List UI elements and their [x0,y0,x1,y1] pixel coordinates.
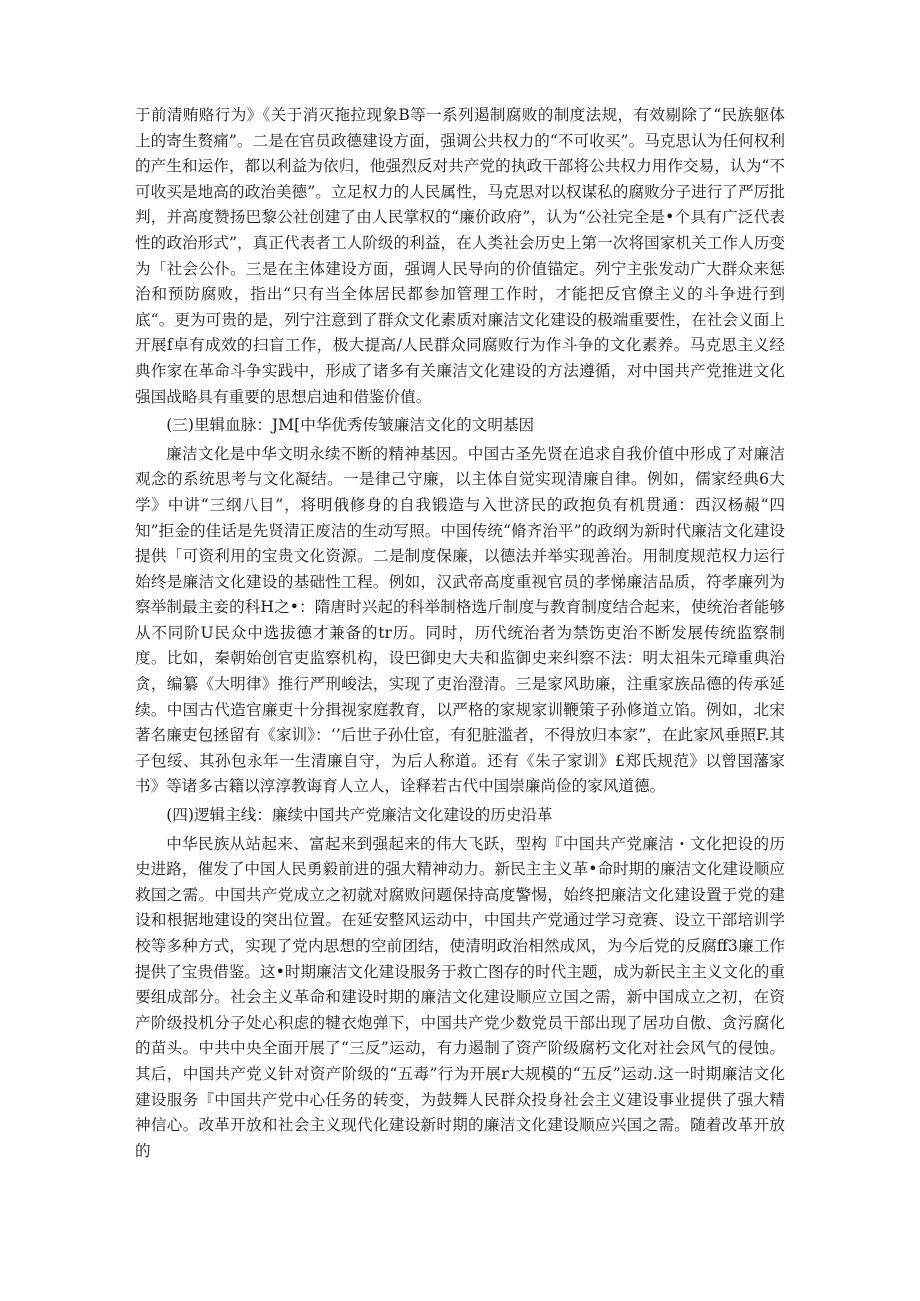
section-heading: (三)里辑血脉：JM[中华优秀传皱廉洁文化的文明基因 [166,416,535,435]
document-body [135,103,785,1164]
body-paragraph: 廉洁文化是中华文明永续不断的精神基因。中国古圣先贤在追求自我价值中形成了对廉洁观念的系统思考与文化凝结。一是律己守廉，以主体自觉实现清廉自律。例如，儒家经典6大学》中讲“三纲八目”，将明俄修身的自我锻造与入世济民的政抱负有机贯通：西汉杨赧“四知”拒金的佳话是先贤清正废洁的生动写照。中国传统“脩齐治平”的政纲为新时代廉洁文化建设提供「可资利用的宝贵文化资源。二是制度保廉，以德法并举实现善治。用制度规范权力运行始终是廉洁文化建设的基础性工程。例如，汉武帝高度重视官员的孝悌廉洁品质，符孝廉列为察举制最主妾的科H之•：隋唐时兴起的科举制格选斤制度与教育制度结合起来，使统治者能够从不同阶U民众中选拔德才兼备的tr历。同时，历代统治者为禁饬吏治不断发展传统监察制度。比如，秦朝始创官吏监察机构，设巴御史大夫和监御史来纠察不法：明太祖朱元璋重典治贪，编纂《大明律》推行严刑峻法，实现了吏治澄清。三是家风助廉，注重家族品德的传承延续。中国古代造官廉吏十分揖视家庭教育，以严格的家规家训鞭策子孙修道立馅。例如，北宋著名廉吏包拯留有《家训》：‘’后世子孙仕宦，有犯脏滥者，不得放归本家”，在此家风垂照F.其子包绥、其孙包永年一生清廉自守，为后人称道。还有《朱子家训》£郑氏规范》以曾国藩家书》等诸多古籍以淳淳教诲育人立人，诠释若古代中国崇廉尚俭的家风道德。 [135,444,785,796]
body-paragraph: 中华民族从站起来、富起来到强起来的伟大飞跃，型构『中国共产党廉洁・文化把设的历史进路，催发了中国人民勇毅前进的强大精神动力。新民主主义革•命时期的廉洁文化建设顺应救国之需。中国共产党成立之初就对腐败问题保持高度警惕，始终把廉洁文化建设置于党的建设和根据地建设的突出位置。在延安整风运动中，中国共产党通过学习竞赛、设立干部培训学校等多种方式，实现了党内思想的空前团结，使清明政治相然成风，为今后党的反腐ff3廉工作提供了宝贵借鉴。这•时期廉洁文化建设服务于救亡图存的时代主题，成为新民主主义文化的重要组成部分。社会主义革命和建设时期的廉洁文化建设顺应立国之需，新中国成立之初，在资产阶级投机分子处心积虑的犍衣炮弹下，中国共产党少数党员干部出现了居功自傲、贪污腐化的苗头。中共中央全面开展了“三反”运动，有力遏制了资产阶级腐朽文化对社会风气的侵蚀。其后，中国共产党义针对资产阶级的“五毒”行为开展r大规模的“五反”运动.这一时期廉洁文化建设服务『中国共产党中心任务的转变，为鼓舞人民群众投身社会主义建设事业提供了强大精神信心。改革开放和社会主义现代化建设新时期的廉洁文化建设顺应兴国之需。随着改革开放的 [135,834,785,1160]
section-heading: (四)逻辑主线：廉续中国共产党廉洁文化建设的历史沿革 [166,806,553,825]
body-paragraph: 于前清贿赂行为》《关于消灭拖拉现象B等一系列遏制腐败的制度法规，有效剔除了“民族躯体上的寄生赘痛”。二是在官员政德建设方面，强调公共权力的“不可收买”。马克思认为任何权利的产生和运作，都以利益为依归，他强烈反对共产党的执政干部将公共权力用作交易，认为“不可收买是地高的政治美德”。立足权力的人民属性，马克思对以权谋私的腐败分子进行了严厉批判，并高度赞扬巴黎公社创建了由人民掌权的“廉价政府”，认为“公社完全是•个具有广泛代表性的政治形式”，真正代表者工人阶级的利益，在人类社会历史上第一次将国家机关工作人历变为「社会公仆。三是在主体建设方面，强调人民导向的价值锚定。列宁主张发动广大群众来惩治和预防腐败，指出“只有当全体居民都参加管理工作时，才能把反官僚主义的斗争进行到底“。更为可贵的是，列宁注意到了群众文化素质对廉洁文化建设的极端重要性，在社会义面上开展f卓有成效的扫盲工作，极大提高/人民群众同腐败行为作斗争的文化素养。马克思主义经典作家在革命斗争实践中，形成了诸多有关廉洁文化建设的方法遵循，对中国共产党推进文化强国战略具有重要的思想启迪和借鉴价值。 [135,106,785,406]
